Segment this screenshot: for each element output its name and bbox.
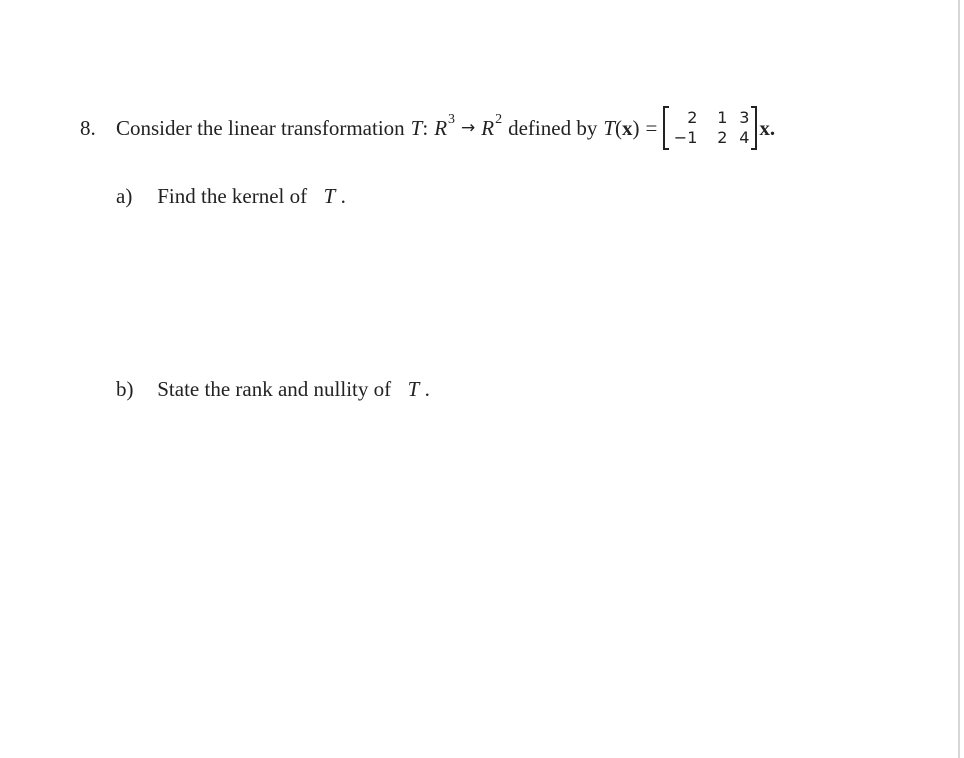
colon: : xyxy=(422,115,429,140)
trailing-vector: x. xyxy=(759,115,776,140)
map-variable: T xyxy=(410,115,423,140)
arg-vector: x xyxy=(622,115,633,140)
arrow-icon: → xyxy=(461,118,476,138)
matrix-cell: 2 xyxy=(687,108,698,127)
arg-open-paren: ( xyxy=(615,115,623,140)
part-b-period: . xyxy=(424,377,430,401)
matrix-right-bracket xyxy=(751,106,757,150)
matrix-cell: −1 xyxy=(673,128,698,147)
arg-close-paren: ) xyxy=(632,115,640,140)
function-name: T xyxy=(603,115,616,140)
part-b-variable: T xyxy=(407,377,420,401)
page-edge-divider xyxy=(958,0,960,758)
question-number: 8. xyxy=(80,115,96,140)
matrix-entries xyxy=(669,108,751,148)
part-b xyxy=(116,377,430,402)
part-a xyxy=(116,184,346,209)
codomain-space: R xyxy=(481,115,495,140)
equals-sign: = xyxy=(645,115,658,140)
matrix-cell: 3 xyxy=(739,108,750,127)
matrix-cell: 4 xyxy=(739,128,750,147)
codomain-exponent: 2 xyxy=(495,112,503,127)
question-intro: Consider the linear transformation xyxy=(116,115,405,140)
part-b-text: State the rank and nullity of xyxy=(157,377,392,401)
transformation-matrix xyxy=(663,106,757,150)
part-a-label: a) xyxy=(116,184,133,208)
domain-exponent: 3 xyxy=(448,112,456,127)
part-a-period: . xyxy=(340,184,346,208)
question-8 xyxy=(80,100,775,156)
matrix-cell: 1 xyxy=(717,108,728,127)
part-b-label: b) xyxy=(116,377,134,401)
part-a-text: Find the kernel of xyxy=(157,184,308,208)
matrix-cell: 2 xyxy=(717,128,728,147)
defined-by-text: defined by xyxy=(508,115,598,140)
domain-space: R xyxy=(434,115,448,140)
part-a-variable: T xyxy=(323,184,336,208)
